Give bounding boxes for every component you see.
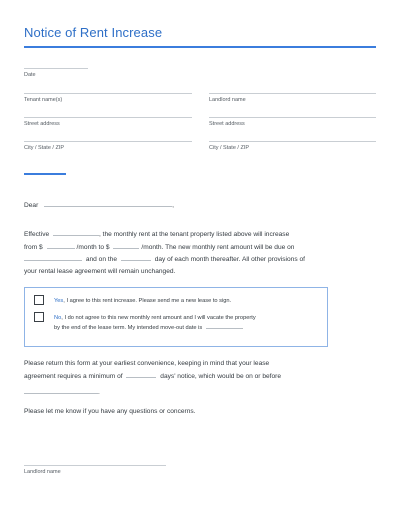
new-rent-blank[interactable] [113,241,139,249]
tenant-street-field[interactable] [24,117,192,127]
return-line-2b: days' notice, which would be on or before [160,372,282,380]
tenant-city-field[interactable] [24,141,192,151]
signature-caption: Landlord name [24,469,61,475]
landlord-city-line [209,141,376,142]
notice-paragraph [24,228,380,277]
landlord-street-line [209,117,376,118]
tenant-city-caption: City / State / ZIP [24,145,65,151]
and-on-the-text: and on the [85,256,118,263]
old-rent-blank[interactable] [47,241,75,249]
tenant-name-field[interactable] [24,93,192,103]
agree-key: Yes [54,298,64,304]
paragraph-line-4: your rental lease agreement will remain unchanged. [24,267,176,275]
title-divider [24,46,376,48]
due-date-blank[interactable] [24,253,82,261]
date-field[interactable] [24,68,88,78]
landlord-street-caption: Street address [209,121,245,127]
tenant-name-caption: Tenant name(s) [24,97,63,103]
tenant-name-line [24,93,192,94]
landlord-name-line [209,93,376,94]
from-text: from $ [24,243,43,251]
disagree-option [54,313,326,333]
signature-line [24,465,166,466]
landlord-city-field[interactable] [209,141,376,151]
paragraph-line-3 [24,253,380,266]
agree-option [54,296,324,306]
return-paragraph [24,358,380,399]
return-line-1: Please return this form at your earliest convenience, keeping in mind that your lease [24,360,270,367]
due-day-blank[interactable] [121,253,151,261]
return-line-2 [24,370,380,383]
tenant-street-line [24,117,192,118]
return-line-3: . [24,386,380,399]
effective-rest-text: , the monthly rent at the tenant property listed above will increase [99,231,290,238]
day-each-text: day of each month thereafter. All other provisions of [154,256,305,263]
return-line-2a: agreement requires a minimum of [24,372,123,380]
month-new-text: /month. The new monthly rent amount will be due on [141,243,295,251]
disagree-text-1: , I do not agree to this new monthly rent amount and I will vacate the property [61,315,256,321]
questions-text: Please let me know if you have any questions or concerns. [24,408,196,415]
disagree-key: No [54,315,62,321]
deadline-date-blank[interactable] [24,386,98,394]
recipient-blank[interactable] [44,199,172,207]
tenant-street-caption: Street address [24,121,60,127]
disagree-checkbox[interactable] [34,312,44,322]
agree-checkbox[interactable] [34,295,44,305]
effective-text: Effective [24,231,50,238]
tenant-city-line [24,141,192,142]
landlord-city-caption: City / State / ZIP [209,145,250,151]
salutation-text: Dear [24,202,39,209]
date-caption: Date [24,72,36,78]
move-out-date-blank[interactable] [206,323,242,329]
page-title: Notice of Rent Increase [24,25,163,40]
disagree-line-2: by the end of the lease term. My intended move-out date is . [54,325,244,331]
paragraph-line-2 [24,241,380,254]
month-to-text: /month to $ [76,243,110,251]
disagree-text-2: by the end of the lease term. My intended move-out date is [54,325,203,331]
effective-date-blank[interactable] [53,228,99,236]
paragraph-line-1 [24,228,380,241]
landlord-name-caption: Landlord name [209,97,246,103]
section-accent-divider [24,173,66,175]
disagree-line-1 [54,313,326,323]
landlord-name-field[interactable] [209,93,376,103]
agree-text: , I agree to this rent increase. Please send me a new lease to sign. [63,298,232,304]
salutation-line: Dear , [24,199,380,212]
tenant-response-box [24,287,328,347]
date-line [24,68,88,69]
signature-field[interactable] [24,465,166,475]
landlord-street-field[interactable] [209,117,376,127]
notice-days-blank[interactable] [126,370,156,378]
